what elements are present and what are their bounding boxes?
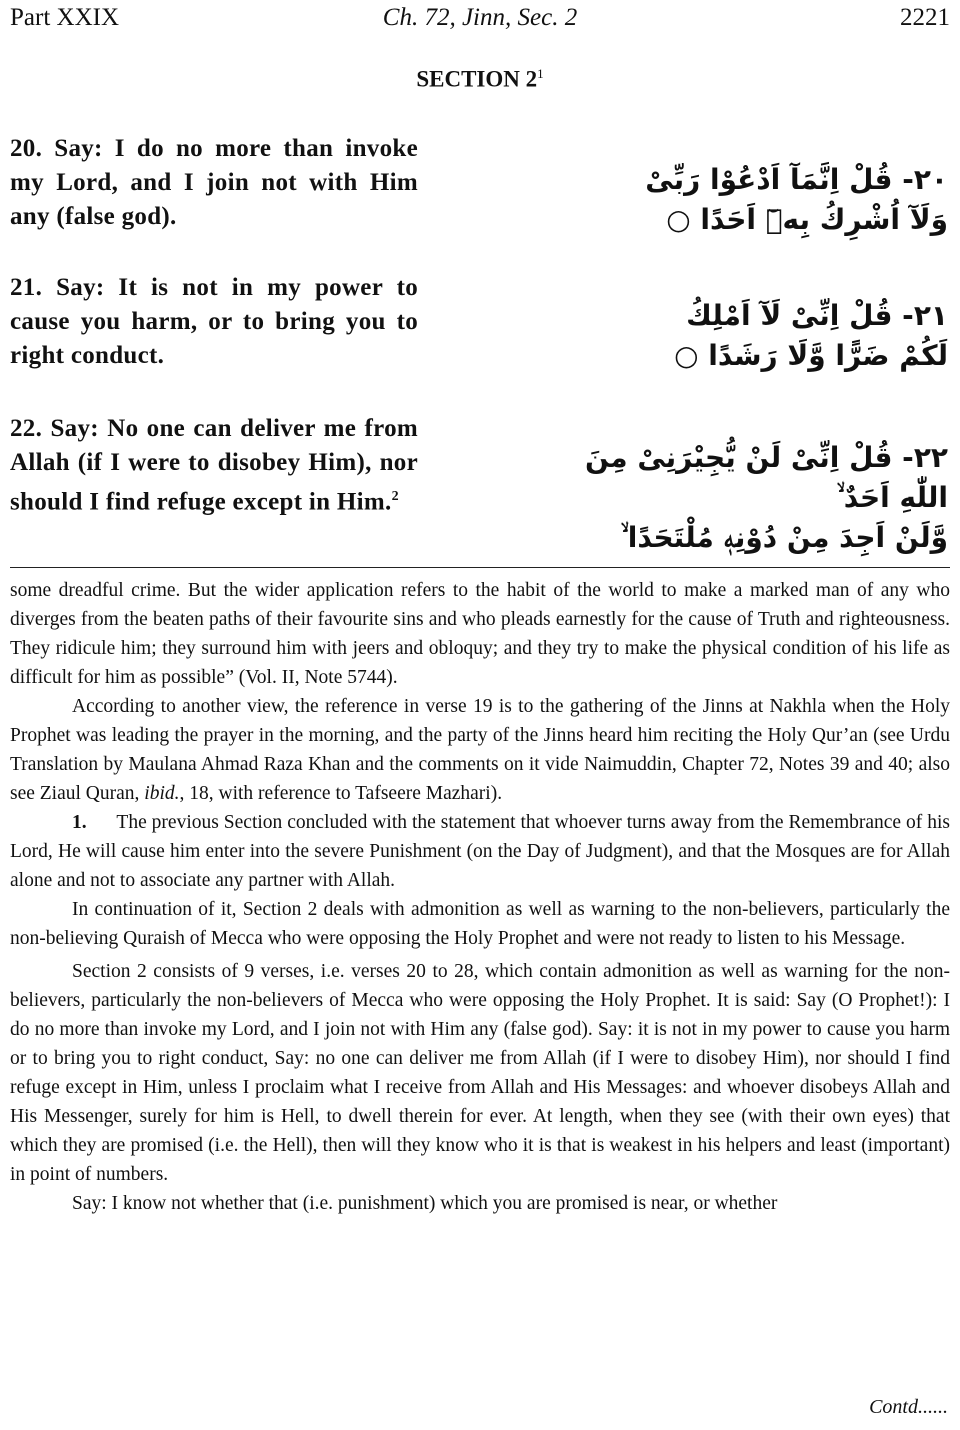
verse-22-english-text: 22. Say: No one can deliver me from Allah (if I were to disobey Him), nor should I find refuge except in Him. [10, 415, 418, 516]
commentary-paragraph: In continuation of it, Section 2 deals with admonition as well as warning to the non-believers, particularly the non-believing Quraish of Mecca who were opposing the Holy Prophet and were not ready to listen to his Message. [10, 899, 950, 949]
continued-marker: Contd...... [869, 1396, 948, 1418]
verse-21-arabic-line1: ۲۱- قُلْ اِنِّیْ لَآ اَمْلِكُ [686, 299, 948, 332]
commentary-paragraph: Say: I know not whether that (i.e. punishment) which you are promised is near, or whether [72, 1193, 778, 1214]
footnote-divider [10, 567, 950, 568]
verse-22-arabic-line2: وَّلَنْ اَجِدَ مِنْ دُوْنِهٖ مُلْتَحَدًا ۙ [620, 521, 948, 554]
page-number: 2221 [900, 4, 950, 31]
section-title-text: SECTION 2 [416, 66, 538, 92]
part-label: Part XXIX [10, 4, 120, 31]
note-1 [10, 808, 950, 895]
verse-22-footnote-ref: 2 [391, 489, 399, 504]
page-header [10, 4, 950, 36]
commentary-paragraph: Section 2 consists of 9 verses, i.e. verses 20 to 28, which contain admonition as well as warning for the non-believers, particularly the non-believers of Mecca who were opposing the Holy Prophet. It is said: Say (O Prophet!): I do no more than invoke my Lord, and I join not with Him any (false god). Say: it is not in my power to cause you harm or to bring you to right conduct, Say: no one can deliver me from Allah (if I were to disobey Him), nor should I find refuge except in Him, unless I proclaim what I receive from Allah and His Messages: and whoever disobeys Allah and His Messenger, surely for him is Hell, to dwell therein for ever. At length, when they see (with their own eyes) that which they are promised (i.e. the Hell), then will they know who it is that is weakest in his helpers and least (important) in point of numbers. [10, 961, 950, 1185]
note-1-text: The previous Section concluded with the statement that whoever turns away from the Remembrance of his Lord, He will cause him enter into the severe Punishment (on the Day of Judgment), and that the Mosques are for Allah alone and not to associate any partner with Allah. [10, 812, 951, 891]
verse-21-english: 21. Say: It is not in my power to cause you harm, or to bring you to right conduct. [10, 274, 418, 369]
verse-20-arabic [558, 160, 948, 240]
p2-text-after: , 18, with reference to Tafseere Mazhari). [179, 783, 503, 804]
verse-22-arabic [558, 438, 948, 558]
verse-22-arabic-line1: ۲۲- قُلْ اِنِّیْ لَنْ یُّجِیْرَنِیْ مِنَ اللّٰهِ اَحَدٌ ۙ [585, 441, 948, 514]
verse-20-arabic-line2: وَلَآ اُشْرِكُ بِهٖٓ اَحَدًا ○ [666, 203, 948, 236]
verse-20-english: 20. Say: I do no more than invoke my Lord, and I join not with Him any (false god). [10, 135, 418, 230]
p2-ibid: ibid. [144, 783, 180, 804]
verse-21-arabic-line2: لَكُمْ ضَرًّا وَّلَا رَشَدًا ○ [674, 339, 948, 372]
commentary [10, 576, 950, 1218]
chapter-label: Ch. 72, Jinn, Sec. 2 [382, 4, 578, 31]
commentary-paragraph: some dreadful crime. But the wider application refers to the habit of the world to make a marked man of any who diverges from the beaten paths of their favourite sins and who pleads earnestly for the cause of Truth and righteousness. They ridicule him; they surround him with jeers and obloquy; and they try to make the physical condition of his life as difficult for him as possible” (Vol. II, Note 5744). [10, 580, 950, 688]
verse-22-english [10, 412, 418, 519]
p2-text-before: According to another view, the reference in verse 19 is to the gathering of the Jinns at Nakhla when the Holy Prophet was leading the prayer in the morning, and the party of the Jinns heard him reciting the Holy Qur’an (see Urdu Translation by Maulana Ahmad Raza Khan and the comments on it vide Naimuddin, Chapter 72, Notes 39 and 40; also see Ziaul Quran, [10, 696, 950, 804]
commentary-paragraph [10, 692, 950, 808]
note-1-number: 1. [72, 812, 87, 833]
section-footnote-ref: 1 [537, 66, 544, 81]
verse-21-arabic [558, 296, 948, 376]
verse-20-arabic-line1: ۲۰- قُلْ اِنَّمَآ اَدْعُوْا رَبِّیْ [645, 163, 948, 196]
section-title [0, 66, 960, 93]
